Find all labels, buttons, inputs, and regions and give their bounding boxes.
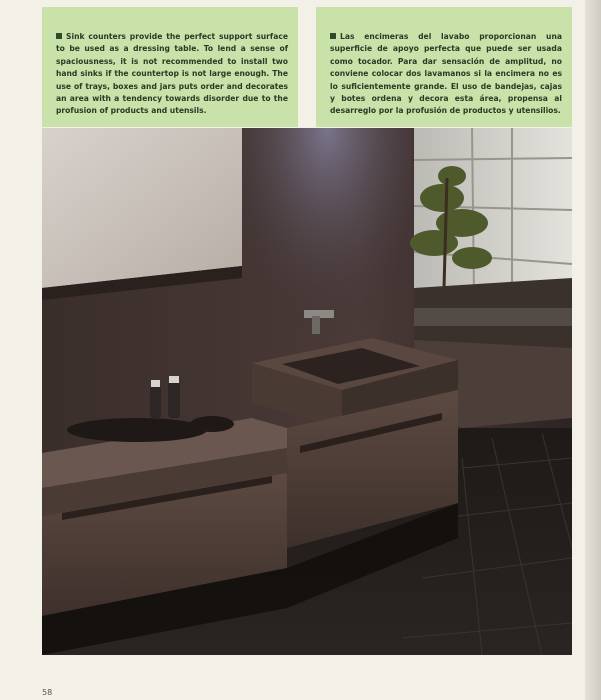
bullet-icon [56,33,62,39]
caption-english-text: Sink counters provide the perfect support surface to be used as a dressing table. To lend a sense of spaciousness, it is not recommended to install two hand sinks if the countertop is not large enough. The use of trays, boxes and jars puts order and decorates an area with a tendency towards disorder due to the profusion of products and utensils. [56,32,288,116]
page-number: 58 [42,688,53,697]
caption-english [42,7,298,127]
caption-spanish-text: Las encimeras del lavabo proporcionan una superficie de apoyo perfecta que puede ser usada como tocador. Para dar sensación de amplitud, no conviene colocar dos lavamanos si la encimera no es lo suficientemente grande. El uso de bandejas, cajas y botes ordena y decora esta área, propensa al desarreglo por la profusión de productos y utensilios. [330,32,562,116]
bathroom-photo [42,128,572,655]
bathroom-illustration [42,128,572,655]
page-edge [585,0,601,700]
window [410,128,572,296]
caption-spanish [316,7,572,127]
mirror [42,128,242,288]
bullet-icon [330,33,336,39]
